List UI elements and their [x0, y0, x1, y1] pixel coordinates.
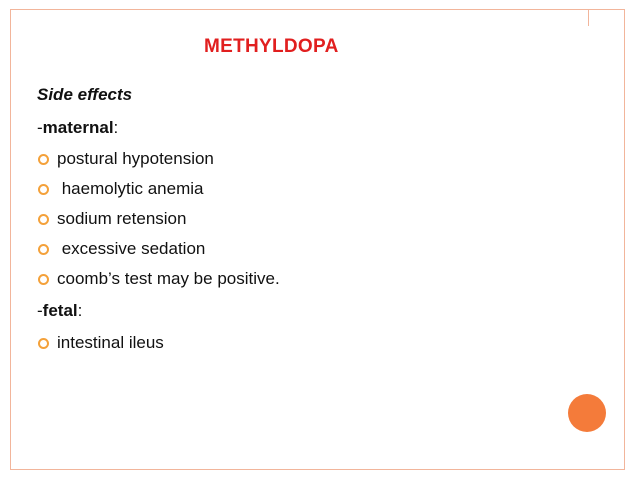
list-item: [37, 333, 164, 353]
ring-bullet-icon: [38, 274, 49, 285]
list-item-text: haemolytic anemia: [57, 179, 204, 198]
maternal-prefix: -: [37, 118, 43, 137]
list-item: [37, 149, 214, 169]
side-effects-heading: Side effects: [37, 85, 133, 104]
ring-bullet-icon: [38, 184, 49, 195]
ring-bullet-icon: [38, 244, 49, 255]
accent-circle: [568, 394, 606, 432]
ring-bullet-icon: [38, 338, 49, 349]
fetal-suffix: :: [77, 301, 83, 320]
list-item-text: coomb’s test may be positive.: [57, 269, 280, 288]
list-item: [37, 269, 280, 289]
list-item-text: intestinal ileus: [57, 333, 164, 352]
maternal-heading: [37, 118, 118, 138]
list-item: [37, 179, 203, 199]
ring-bullet-icon: [38, 214, 49, 225]
ring-bullet-icon: [38, 154, 49, 165]
list-item: [37, 209, 186, 229]
fetal-heading: [37, 301, 82, 321]
fetal-prefix: -: [37, 301, 43, 320]
maternal-suffix: :: [113, 118, 119, 137]
list-item-text: excessive sedation: [57, 239, 206, 258]
list-item-text: sodium retension: [57, 209, 187, 228]
list-item-text: postural hypotension: [57, 149, 214, 168]
fetal-label: fetal: [42, 301, 78, 320]
slide-title: METHYLDOPA: [204, 36, 339, 57]
maternal-label: maternal: [42, 118, 114, 137]
list-item: [37, 239, 205, 259]
frame-decoration: [588, 9, 589, 26]
